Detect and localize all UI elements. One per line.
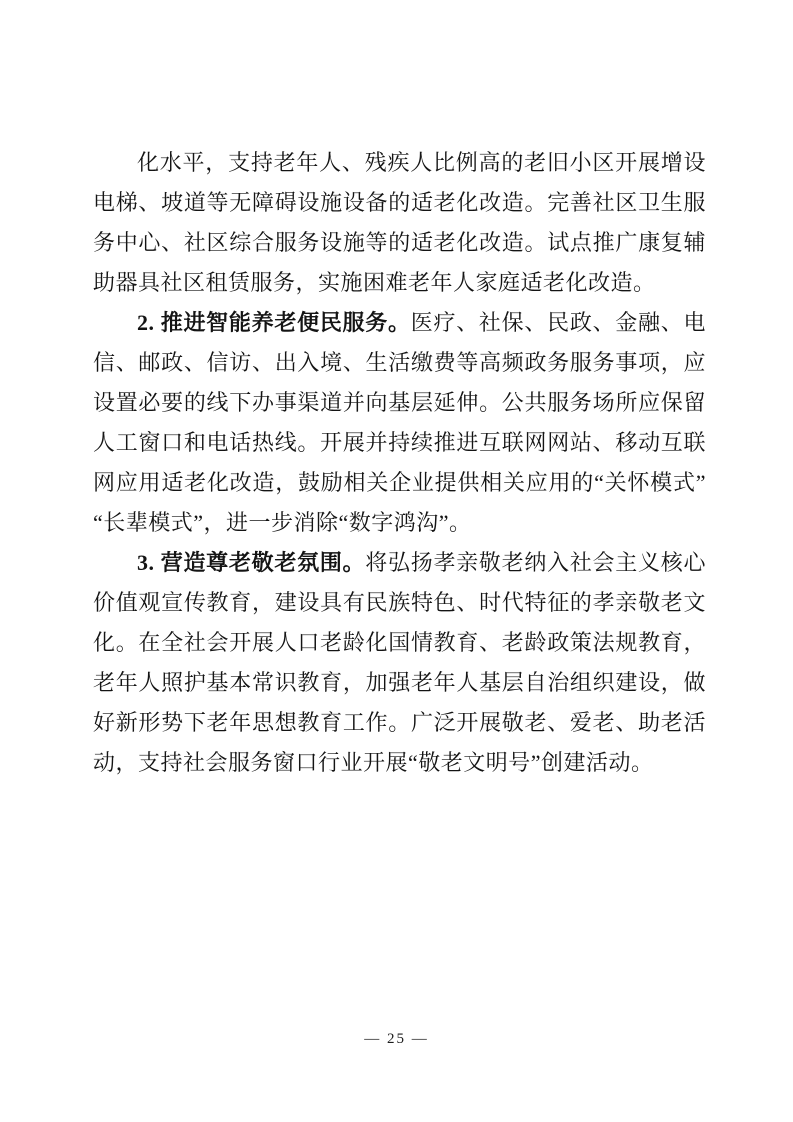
paragraph-item-3-text: 将弘扬孝亲敬老纳入社会主义核心价值观宣传教育，建设具有民族特色、时代特征的孝亲敬老文化。在全社会开展人口老龄化国情教育、老龄政策法规教育，老年人照护基本常识教育，加强老年人基层自治组织建设，做好新形势下老年思想教育工作。广泛开展敬老、爱老、助老活动，支持社会服务窗口行业开展“敬老文明号”创建活动。	[93, 550, 706, 775]
paragraph-item-2-heading: 2. 推进智能养老便民服务。	[137, 310, 411, 335]
paragraph-item-3	[93, 543, 706, 783]
paragraph-item-3-heading: 3. 营造尊老敬老氛围。	[137, 550, 366, 575]
paragraph-item-2-text: 医疗、社保、民政、金融、电信、邮政、信访、出入境、生活缴费等高频政务服务事项，应设置必要的线下办事渠道并向基层延伸。公共服务场所应保留人工窗口和电话热线。开展并持续推进互联网网站、移动互联网应用适老化改造，鼓励相关企业提供相关应用的“关怀模式”“长辈模式”，进一步消除“数字鸿沟”。	[93, 310, 706, 535]
page-number: — 25 —	[364, 1031, 429, 1047]
document-text-block	[93, 143, 706, 783]
paragraph-continuation	[93, 143, 706, 303]
paragraph-continuation-text: 化水平，支持老年人、残疾人比例高的老旧小区开展增设电梯、坡道等无障碍设施设备的适老化改造。完善社区卫生服务中心、社区综合服务设施等的适老化改造。试点推广康复辅助器具社区租赁服务，实施困难老年人家庭适老化改造。	[93, 150, 706, 295]
paragraph-item-2	[93, 303, 706, 543]
